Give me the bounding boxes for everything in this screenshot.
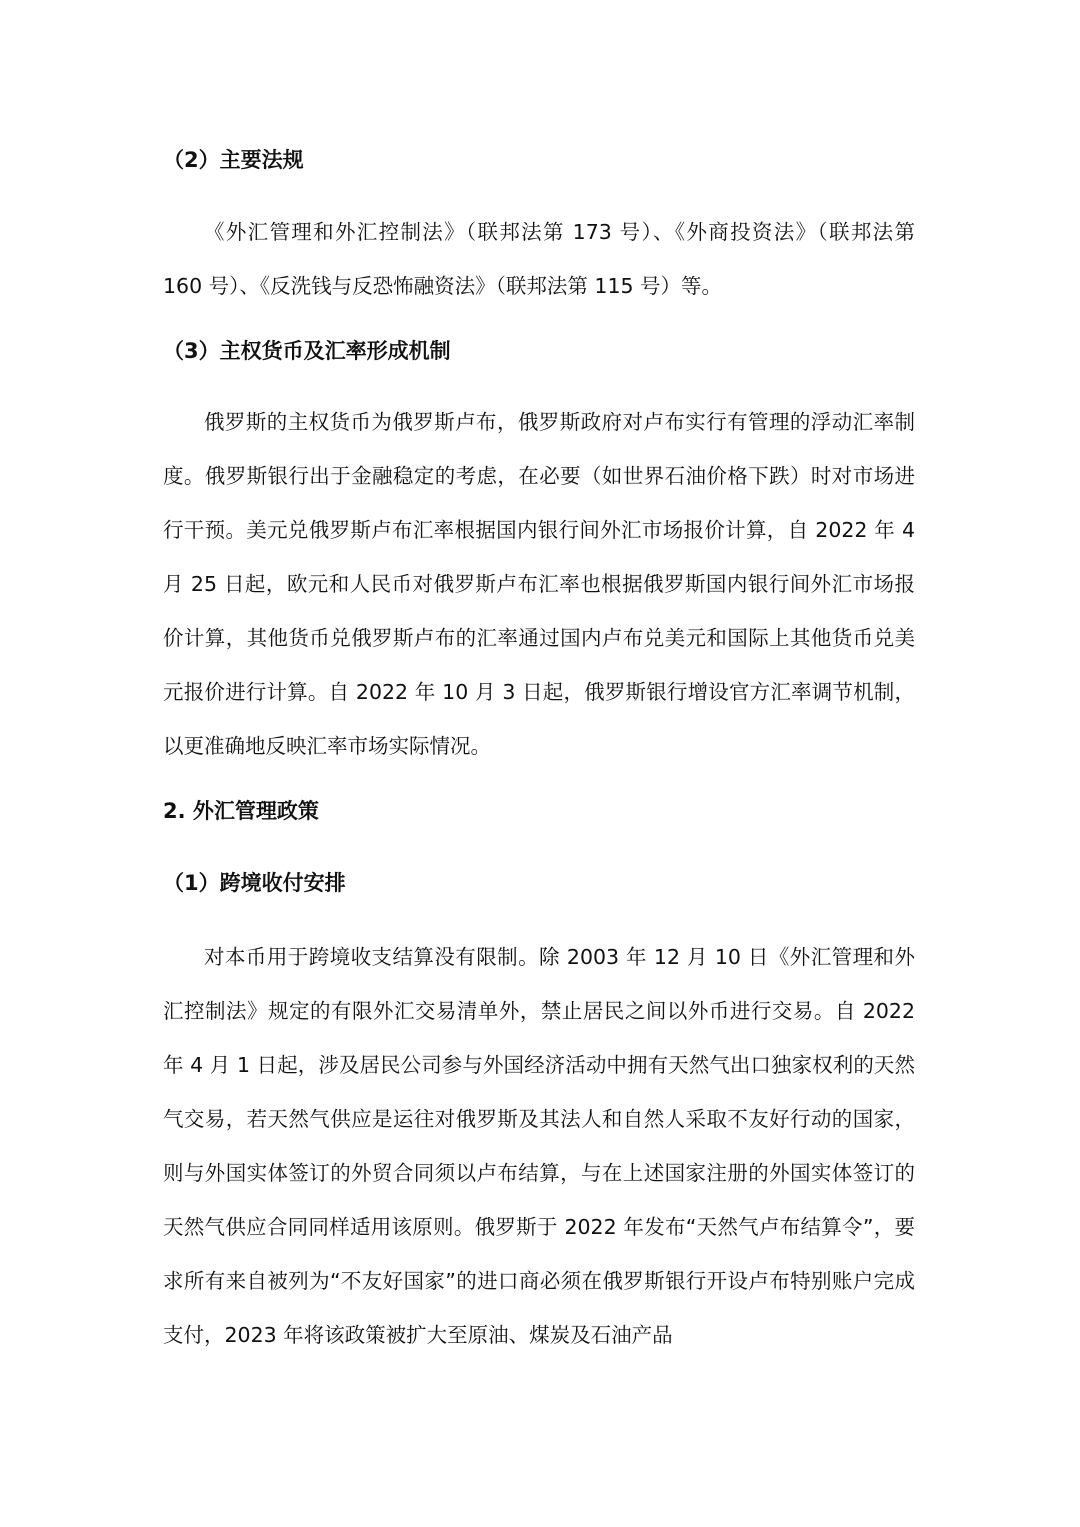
document-body: [163, 138, 915, 1362]
section-heading-cross-border-payments: （1）跨境收付安排: [163, 871, 346, 895]
paragraph-main-regulations: 《外汇管理和外汇控制法》（联邦法第 173 号）、《外商投资法》（联邦法第 160 号）、《反洗钱与反恐怖融资法》（联邦法第 115 号）等。: [163, 220, 915, 298]
section-heading-main-regulations: （2）主要法规: [163, 148, 304, 172]
section-heading-currency-exchange-rate: （3）主权货币及汇率形成机制: [163, 339, 451, 363]
section-heading-forex-policy: 2. 外汇管理政策: [163, 799, 319, 823]
paragraph-cross-border-payments: 对本币用于跨境收支结算没有限制。除 2003 年 12 月 10 日《外汇管理和外汇控制法》规定的有限外汇交易清单外，禁止居民之间以外币进行交易。自 2022 年 4 月 1 日起，涉及居民公司参与外国经济活动中拥有天然气出口独家权利的天然气交易，若天然气供应是运往对俄罗斯及其法人和自然人采取不友好行动的国家，则与外国实体签订的外贸合同须以卢布结算，与在上述国家注册的外国实体签订的天然气供应合同同样适用该原则。俄罗斯于 2022 年发布“天然气卢布结算令”，要求所有来自被列为“不友好国家”的进口商必须在俄罗斯银行开设卢布特别账户完成支付，2023 年将该政策被扩大至原油、煤炭及石油产品: [163, 945, 915, 1347]
paragraph-currency-exchange-rate: 俄罗斯的主权货币为俄罗斯卢布，俄罗斯政府对卢布实行有管理的浮动汇率制度。俄罗斯银行出于金融稳定的考虑，在必要（如世界石油价格下跌）时对市场进行干预。美元兑俄罗斯卢布汇率根据国内银行间外汇市场报价计算，自 2022 年 4 月 25 日起，欧元和人民币对俄罗斯卢布汇率也根据俄罗斯国内银行间外汇市场报价计算，其他货币兑俄罗斯卢布的汇率通过国内卢布兑美元和国际上其他货币兑美元报价进行计算。自 2022 年 10 月 3 日起，俄罗斯银行增设官方汇率调节机制，以更准确地反映汇率市场实际情况。: [163, 410, 915, 758]
